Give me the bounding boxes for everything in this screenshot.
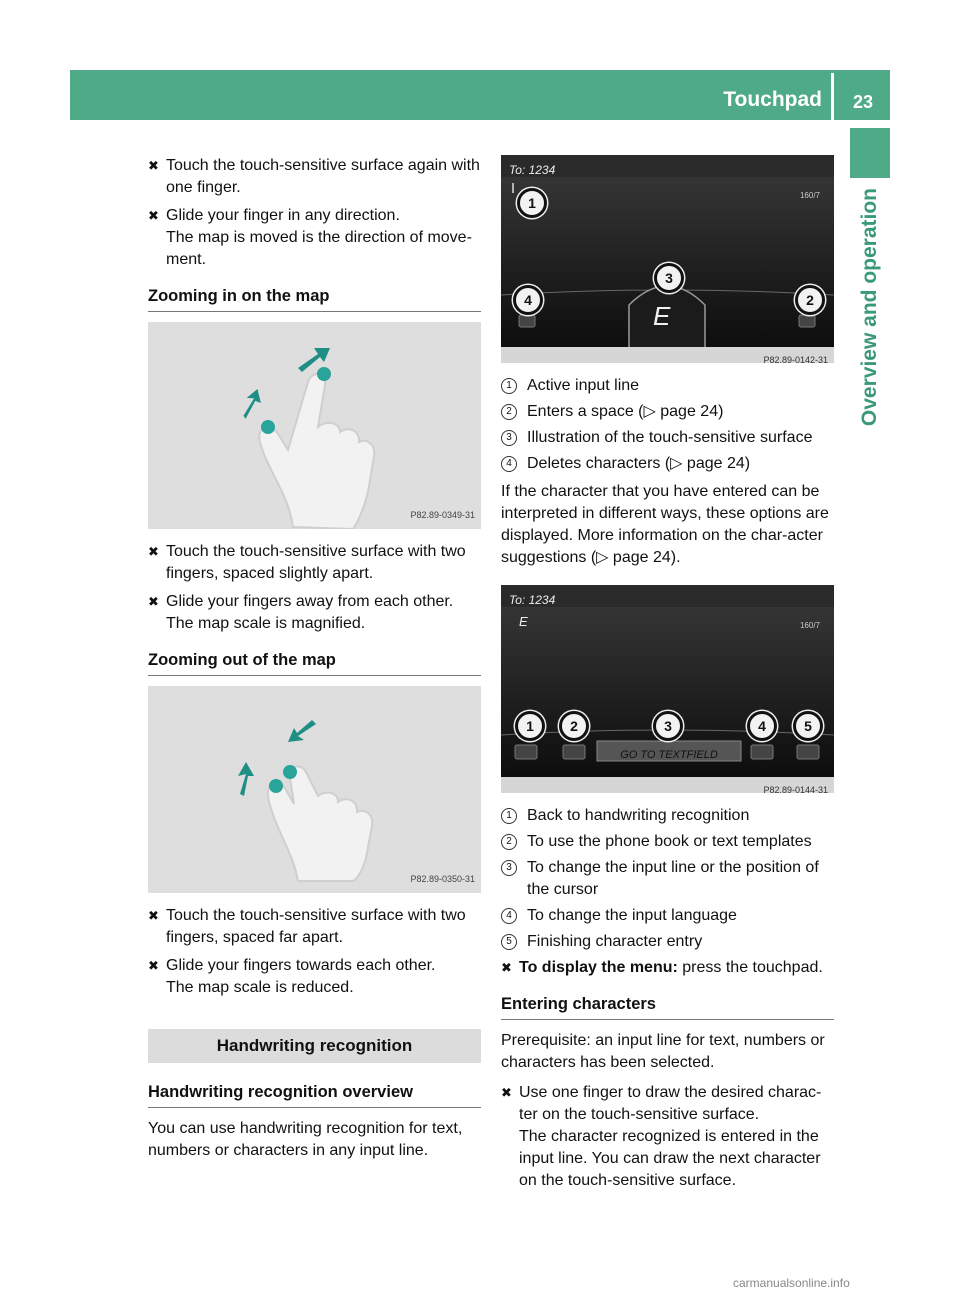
legend-item (501, 831, 834, 853)
arrow-icon: ✖ (148, 594, 159, 609)
goto-textfield-button: GO TO TEXTFIELD (620, 749, 718, 761)
legend-text: Active input line (527, 377, 640, 394)
legend-item (501, 453, 834, 475)
step (148, 155, 481, 199)
legend-item (501, 427, 834, 449)
heading-overview: Handwriting recognition overview (148, 1081, 481, 1108)
arrow-icon: ✖ (148, 158, 159, 173)
figure-zoom-out (148, 686, 481, 893)
hand-spread-illustration (148, 322, 481, 529)
legend-item (501, 805, 834, 827)
callout-3: 3 (653, 711, 683, 741)
legend-number: 1 (501, 378, 517, 394)
step (148, 541, 481, 585)
callout-2: 2 (559, 711, 589, 741)
step-text: Glide your finger in any direction. (166, 207, 400, 224)
screen-character-suggestions (501, 585, 834, 793)
arrow-icon: ✖ (501, 960, 512, 975)
overview-text: You can use handwriting recognition for text, numbers or characters in any input line. (148, 1120, 463, 1159)
legend-item (501, 857, 834, 901)
arrow-icon: ✖ (148, 958, 159, 973)
step-text: Touch the touch-sensitive surface with two fingers, spaced far apart. (166, 907, 466, 946)
heading-zoom-in: Zooming in on the map (148, 285, 481, 312)
heading-zoom-out: Zooming out of the map (148, 649, 481, 676)
to-label: To: 1234 (509, 163, 556, 177)
hand-pinch-illustration (148, 686, 481, 893)
arrow-icon: ✖ (148, 544, 159, 559)
arrow-icon: ✖ (148, 208, 159, 223)
page-number: 23 (852, 92, 874, 112)
legend-item (501, 931, 834, 953)
side-section-label (850, 188, 890, 688)
step (148, 591, 481, 613)
callout-1: 1 (515, 711, 545, 741)
suggestions-text: If the character that you have entered can be interpreted in different ways, these options are displayed. More information on the char-acter suggestions (▷ page 24). (501, 483, 829, 566)
screen-code: P82.89-0142-31 (763, 355, 828, 363)
callout-4: 4 (747, 711, 777, 741)
step-text: Glide your fingers towards each other. (166, 957, 436, 974)
step-text: Touch the touch-sensitive surface again with one finger. (166, 157, 480, 196)
watermark: carmanualsonline.info (733, 1276, 850, 1290)
arrow-icon: ✖ (501, 1085, 512, 1100)
legend-text: Back to handwriting recognition (527, 807, 750, 824)
legend-text: To change the input line or the position of the cursor (527, 859, 819, 898)
legend-number: 2 (501, 834, 517, 850)
figure-zoom-in (148, 322, 481, 529)
menu-step-bold: To display the menu: (519, 959, 678, 976)
legend-item (501, 401, 834, 423)
figure-code: P82.89-0350-31 (410, 874, 475, 884)
callout-2: 2 (795, 285, 825, 315)
menu-step-text: press the touchpad. (677, 959, 823, 976)
legend-text: Finishing character entry (527, 933, 703, 950)
step (148, 205, 481, 227)
figure-code: P82.89-0349-31 (410, 510, 475, 520)
legend-item (501, 375, 834, 397)
char-counter: 160/7 (799, 621, 820, 630)
callout-4: 4 (513, 285, 543, 315)
legend-text: Deletes characters (▷ page 24) (527, 455, 751, 472)
step-result: The map is moved is the direction of move-ment. (166, 229, 472, 268)
input-line-text: E (519, 614, 528, 629)
section-title: Touchpad (723, 88, 822, 111)
step (501, 957, 834, 979)
section-bar-handwriting: Handwriting recognition (148, 1029, 481, 1063)
legend-text: Enters a space (▷ page 24) (527, 403, 724, 420)
screen-code-bar (501, 347, 834, 363)
step-text: Glide your fingers away from each other. (166, 593, 454, 610)
legend-text: To use the phone book or text templates (527, 833, 812, 850)
legend-number: 1 (501, 808, 517, 824)
side-tab (850, 128, 890, 178)
step-result: The character recognized is entered in the input line. You can draw the next character on the touch-sensitive surface. (519, 1128, 821, 1189)
heading-entering: Entering characters (501, 993, 834, 1020)
legend-number: 3 (501, 430, 517, 446)
step-result: The map scale is reduced. (166, 979, 354, 996)
right-column (501, 155, 834, 1198)
prerequisite-text: Prerequisite: an input line for text, numbers or characters has been selected. (501, 1032, 825, 1071)
legend-text: Illustration of the touch-sensitive surface (527, 429, 813, 446)
legend-text: To change the input language (527, 907, 737, 924)
legend-number: 5 (501, 934, 517, 950)
callout-5: 5 (793, 711, 823, 741)
legend-number: 3 (501, 860, 517, 876)
step-result: The map scale is magnified. (166, 615, 366, 632)
screen-code-bar (501, 777, 834, 793)
legend-number: 4 (501, 456, 517, 472)
legend-number: 4 (501, 908, 517, 924)
legend-item (501, 905, 834, 927)
arrow-icon: ✖ (148, 908, 159, 923)
step-text: Touch the touch-sensitive surface with two fingers, spaced slightly apart. (166, 543, 466, 582)
callout-3: 3 (654, 263, 684, 293)
step (148, 955, 481, 977)
step (501, 1082, 834, 1126)
screen-code: P82.89-0144-31 (763, 785, 828, 793)
char-counter: 160/7 (799, 191, 820, 200)
side-label-text: Overview and operation (858, 188, 881, 427)
step (148, 905, 481, 949)
header-divider (831, 73, 834, 120)
step-text: Use one finger to draw the desired charac-ter on the touch-sensitive surface. (519, 1084, 822, 1123)
screen-handwriting-input (501, 155, 834, 363)
legend-number: 2 (501, 404, 517, 420)
left-column (148, 155, 481, 1170)
callout-1: 1 (517, 188, 547, 218)
to-label: To: 1234 (509, 593, 556, 607)
drawn-letter: E (653, 301, 671, 331)
